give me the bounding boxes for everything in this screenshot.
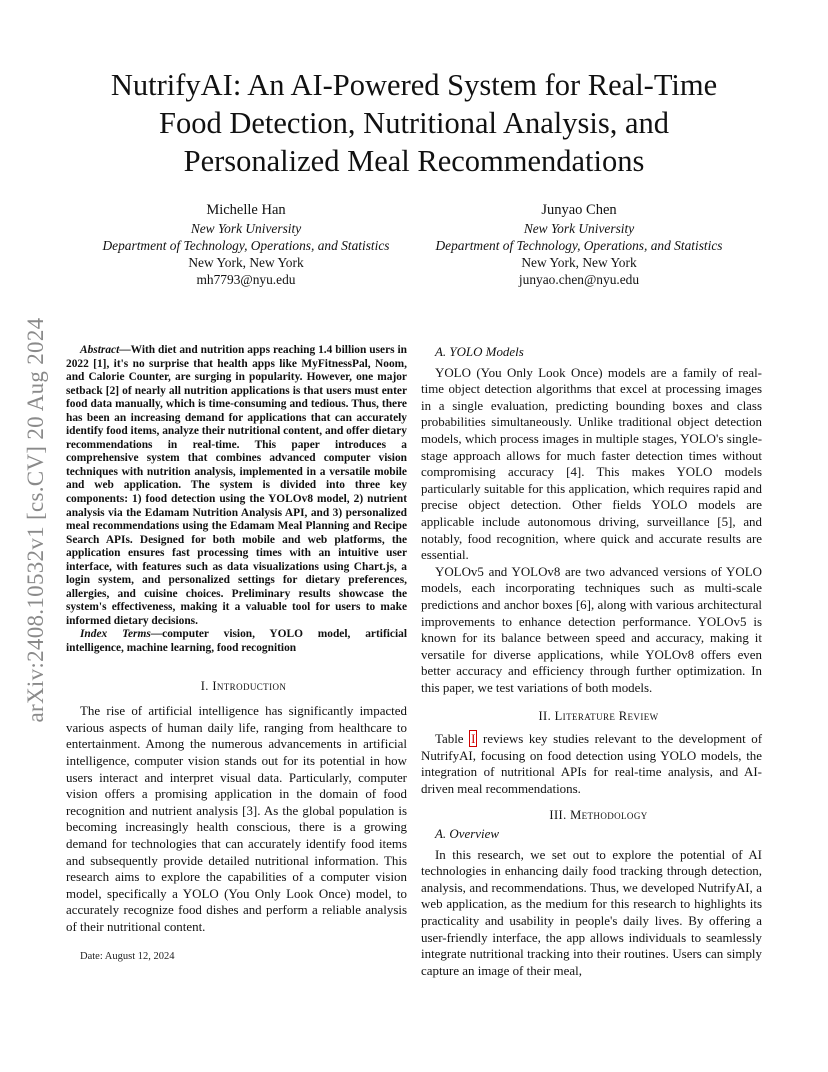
yolo-paragraph: YOLO (You Only Look Once) models are a family of real-time object detection algorithms that excel at processing images in a single evaluation, predicting bounding boxes and class probabilities simultaneously. Unlike traditional object detection models, which process images in multiple stages, YOLO's single-stage approach allows for much faster detection times without compromising accuracy [4]. This makes YOLO models particularly suitable for this application, which requires rapid and precise object detection. Other fields YOLO models are applicable include autonomous driving, surveillance [5], and notably, food recognition, where quick and accurate results are essential. <box>421 364 762 563</box>
left-column <box>66 344 407 966</box>
right-column <box>421 344 762 979</box>
author-email: junyao.chen@nyu.edu <box>518 272 640 287</box>
arxiv-id-text: arXiv:2408.10532v1 [cs.CV] 20 Aug 2024 <box>23 317 48 723</box>
title-line: NutrifyAI: An AI-Powered System for Real-Time <box>110 68 718 102</box>
author-department: Department of Technology, Operations, and Statistics <box>435 238 723 253</box>
overview-paragraph: In this research, we set out to explore the potential of AI technologies in enhancing daily food tracking through detection, analysis, and recommendations. Thus, we developed NutrifyAI, a web application, as the medium for this research to highlights its practicality and usability in people's daily lives. By offering a user-friendly interface, the app allows individuals to seamlessly integrate nutritional tracking into their routines. Users can simply capture an image of their meal, <box>421 846 762 978</box>
abstract: Abstract—With diet and nutrition apps reaching 1.4 billion users in 2022 [1], it's no surprise that health apps like MyFitnessPal, Noom, and Calorie Counter, are surging in popularity. However, one major setback [2] of nearly all nutrition applications is that users must enter food data manually, which is time-consuming and tedious. Thus, there has been an increasing demand for applications that can accurately identify food items, analyze their nutritional content, and offer dietary recommendations in real-time. This paper introduces a comprehensive system that combines advanced computer vision techniques with nutrition analysis, implemented in a versatile mobile and web application. The system is divided into three key components: 1) food detection using the YOLOv8 model, 2) nutrient analysis via the Edamam Nutrition Analysis API, and 3) personalized meal recommendations using the Edamam Meal Planning and Recipe Search APIs. Designed for both mobile and web platforms, the application ensures fast processing times with an intuitive user interface, with features such as data visualizations using Chart.js, a login system, and personalized settings for dietary preferences, allergies, and cuisine choices. Preliminary results showcase the system's effectiveness, making it a valuable tool for users to make informed dietary decisions. <box>66 344 407 627</box>
title-line: Personalized Meal Recommendations <box>183 144 645 178</box>
title-line: Food Detection, Nutritional Analysis, and <box>159 106 669 140</box>
table-reference-link[interactable]: I <box>471 731 476 747</box>
section-heading-introduction: I. Introduction <box>200 678 287 693</box>
author-name: Junyao Chen <box>541 202 617 218</box>
subsection-heading-yolo: A. YOLO Models <box>435 344 524 359</box>
abstract-text: With diet and nutrition apps reaching 1.4 billion users in 2022 [1], it's no surprise that health apps like MyFitnessPal, Noom, and Calorie Counter, are surging in popularity. However, one major setback [2] of nearly all nutrition applications is that users must enter food data manually, which is time-consuming and tedious. Thus, there has been an increasing demand for applications that can accurately identify food items, analyze their nutritional content, and offer dietary recommendations in real-time. This paper introduces a comprehensive system that combines advanced computer vision techniques with nutrition analysis, implemented in a versatile mobile and web application. The system is divided into three key components: 1) food detection using the YOLOv8 model, 2) nutrient analysis via the Edamam Nutrition Analysis API, and 3) personalized meal recommendations using the Edamam Meal Planning and Recipe Search APIs. Designed for both mobile and web platforms, the application ensures fast processing times with an intuitive user interface, with features such as data visualizations using Chart.js, a login system, and personalized settings for dietary preferences, allergies, and cuisine choices. Preliminary results showcase the system's effectiveness, making it a valuable tool for users to make informed dietary decisions. <box>66 344 407 627</box>
arxiv-identifier <box>16 280 56 760</box>
section-heading-methodology: III. Methodology <box>549 808 648 823</box>
author-location: New York, New York <box>188 255 304 270</box>
author-name: Michelle Han <box>206 202 286 218</box>
literature-review-paragraph: Table I reviews key studies relevant to the development of NutrifyAI, focusing on food detection using YOLO models, the integration of nutritional APIs for real-time analysis, and AI-driven meal recommendations. <box>421 731 763 796</box>
yolo-paragraph: YOLOv5 and YOLOv8 are two advanced versions of YOLO models, each incorporating techniques such as multi-scale predictions and anchor boxes [6], along with various architectural improvements to enhance detection performance. YOLOv5 is known for its balance between speed and accuracy, making it versatile for diverse applications, while YOLOv8 offers even better accuracy and efficiency through further optimization. In this paper, we test variations of both models. <box>421 563 762 695</box>
author-block-2 <box>410 202 748 288</box>
paper-title <box>60 66 768 180</box>
abstract-label: Abstract <box>80 344 120 356</box>
author-affiliation: New York University <box>190 221 302 236</box>
author-block-1 <box>72 202 420 288</box>
subsection-heading-overview: A. Overview <box>435 826 499 842</box>
index-terms-label: Index Terms <box>80 628 151 641</box>
introduction-paragraph: The rise of artificial intelligence has significantly impacted various aspects of human daily life, ranging from healthcare to entertainment. Among the numerous advancements in artificial intelligence, computer vision stands out for its potential in how users interact and interpret visual data. Particularly, computer vision offers a promising application in the domain of food recognition and nutrient analysis [3]. As the global population is becoming increasingly health conscious, there is a growing demand for technologies that can accurately identify food items and subsequently provide detailed nutritional information. This research aims to explore the capabilities of a computer vision model, specifically a YOLO (You Only Look Once) model, to accurately recognize food dishes and perform a reliable analysis of their nutritional content. <box>66 703 407 934</box>
author-email: mh7793@nyu.edu <box>196 272 296 287</box>
section-heading-literature-review: II. Literature Review <box>538 709 659 724</box>
author-department: Department of Technology, Operations, and Statistics <box>102 238 390 253</box>
index-terms-text: computer vision, YOLO model, artificial intelligence, machine learning, food recognition <box>66 628 407 655</box>
author-location: New York, New York <box>521 255 637 270</box>
author-affiliation: New York University <box>523 221 635 236</box>
index-terms: Index Terms—computer vision, YOLO model, artificial intelligence, machine learning, food recognition <box>66 628 407 655</box>
date-footnote: Date: August 12, 2024 <box>80 951 175 963</box>
